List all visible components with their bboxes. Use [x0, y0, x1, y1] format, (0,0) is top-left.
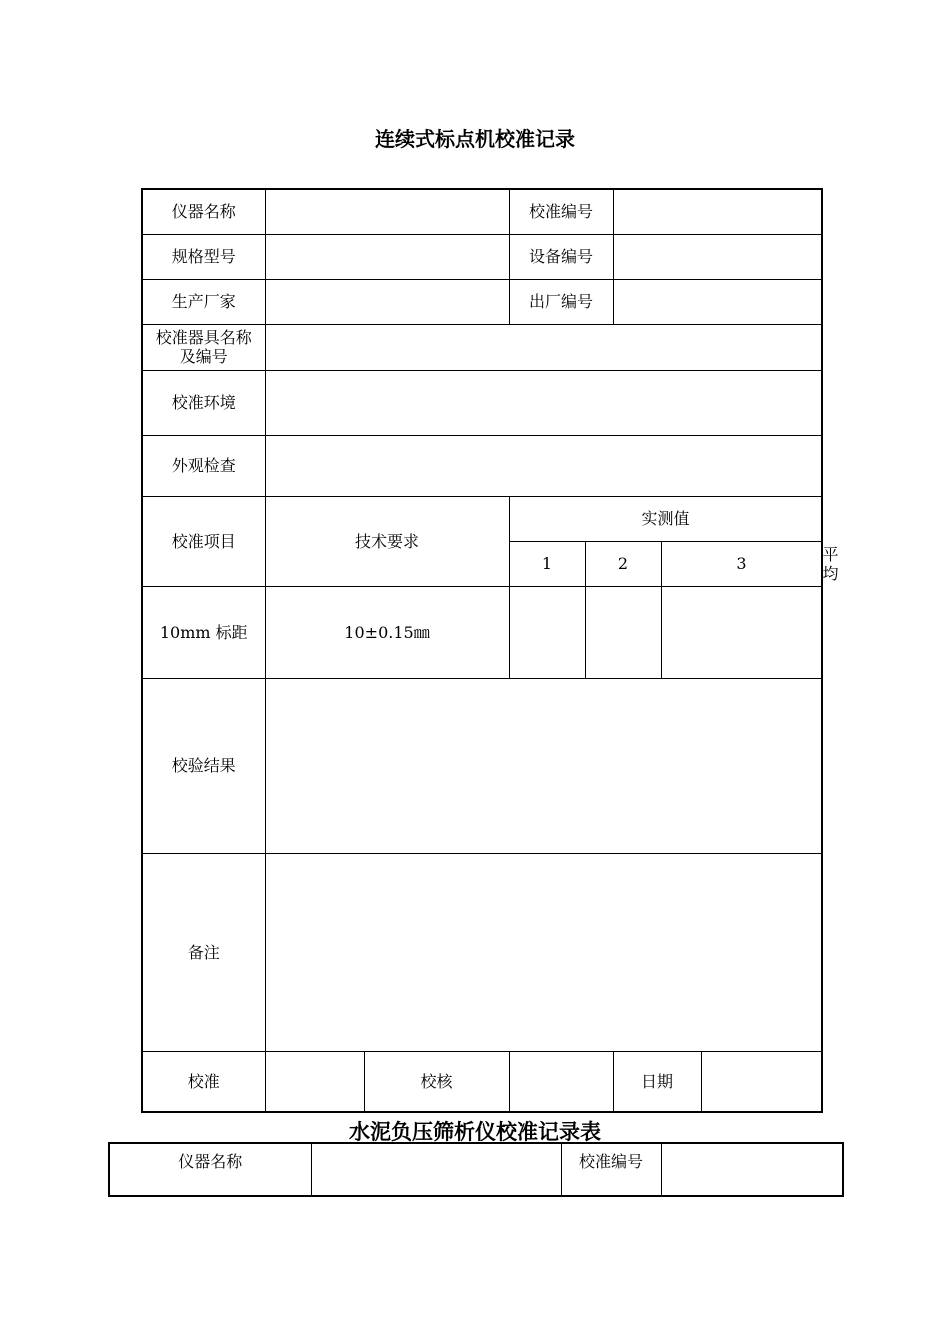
calibration-record-table: 仪器名称 校准编号 规格型号 设备编号 生产厂家 出厂编号 校准器具名称及编号 校准环境 外观检查 校准项目 技术要求 实测值 1 2 3 平均 10mm 标距 10±0.15㎜ 校验结果 备注 校准 校核 日期	[141, 188, 823, 1113]
calibration-no-field[interactable]	[613, 189, 822, 234]
instrument-name-label: 仪器名称	[142, 189, 265, 234]
review-label: 校核	[364, 1051, 509, 1112]
result-field[interactable]	[265, 678, 822, 853]
measured-1-field[interactable]	[509, 586, 585, 678]
environment-field[interactable]	[265, 370, 822, 435]
row-requirement: 10±0.15㎜	[265, 586, 509, 678]
factory-no-field[interactable]	[613, 279, 822, 324]
form2-instrument-name-field[interactable]	[311, 1143, 561, 1196]
measured-2-field[interactable]	[585, 586, 661, 678]
factory-no-label: 出厂编号	[509, 279, 613, 324]
equipment-no-label: 设备编号	[509, 234, 613, 279]
calibrate-field[interactable]	[265, 1051, 364, 1112]
equipment-no-field[interactable]	[613, 234, 822, 279]
row-item: 10mm 标距	[142, 586, 265, 678]
form2-instrument-name-label: 仪器名称	[109, 1143, 311, 1196]
calibrate-label: 校准	[142, 1051, 265, 1112]
calibrator-label: 校准器具名称及编号	[142, 324, 265, 370]
remarks-field[interactable]	[265, 853, 822, 1051]
environment-label: 校准环境	[142, 370, 265, 435]
review-field[interactable]	[509, 1051, 613, 1112]
date-label: 日期	[613, 1051, 701, 1112]
form2-calibration-no-field[interactable]	[661, 1143, 843, 1196]
calibration-no-label: 校准编号	[509, 189, 613, 234]
manufacturer-label: 生产厂家	[142, 279, 265, 324]
measured-col-2: 2	[585, 541, 661, 586]
spec-model-field[interactable]	[265, 234, 509, 279]
requirement-label: 技术要求	[265, 496, 509, 586]
form2-calibration-no-label: 校准编号	[561, 1143, 661, 1196]
calibrator-field[interactable]	[265, 324, 822, 370]
appearance-label: 外观检查	[142, 435, 265, 496]
item-label: 校准项目	[142, 496, 265, 586]
measured-col-1: 1	[509, 541, 585, 586]
sieve-calibration-table	[108, 1142, 844, 1197]
form2-title: 水泥负压筛析仪校准记录表	[349, 1119, 601, 1144]
measured-col-3: 3	[661, 541, 822, 586]
form1-title: 连续式标点机校准记录	[375, 127, 575, 151]
result-label: 校验结果	[142, 678, 265, 853]
instrument-name-field[interactable]	[265, 189, 509, 234]
measured-3-field[interactable]	[661, 586, 822, 678]
date-field[interactable]	[701, 1051, 822, 1112]
appearance-field[interactable]	[265, 435, 822, 496]
spec-model-label: 规格型号	[142, 234, 265, 279]
manufacturer-field[interactable]	[265, 279, 509, 324]
remarks-label: 备注	[142, 853, 265, 1051]
measured-label: 实测值	[509, 496, 822, 541]
